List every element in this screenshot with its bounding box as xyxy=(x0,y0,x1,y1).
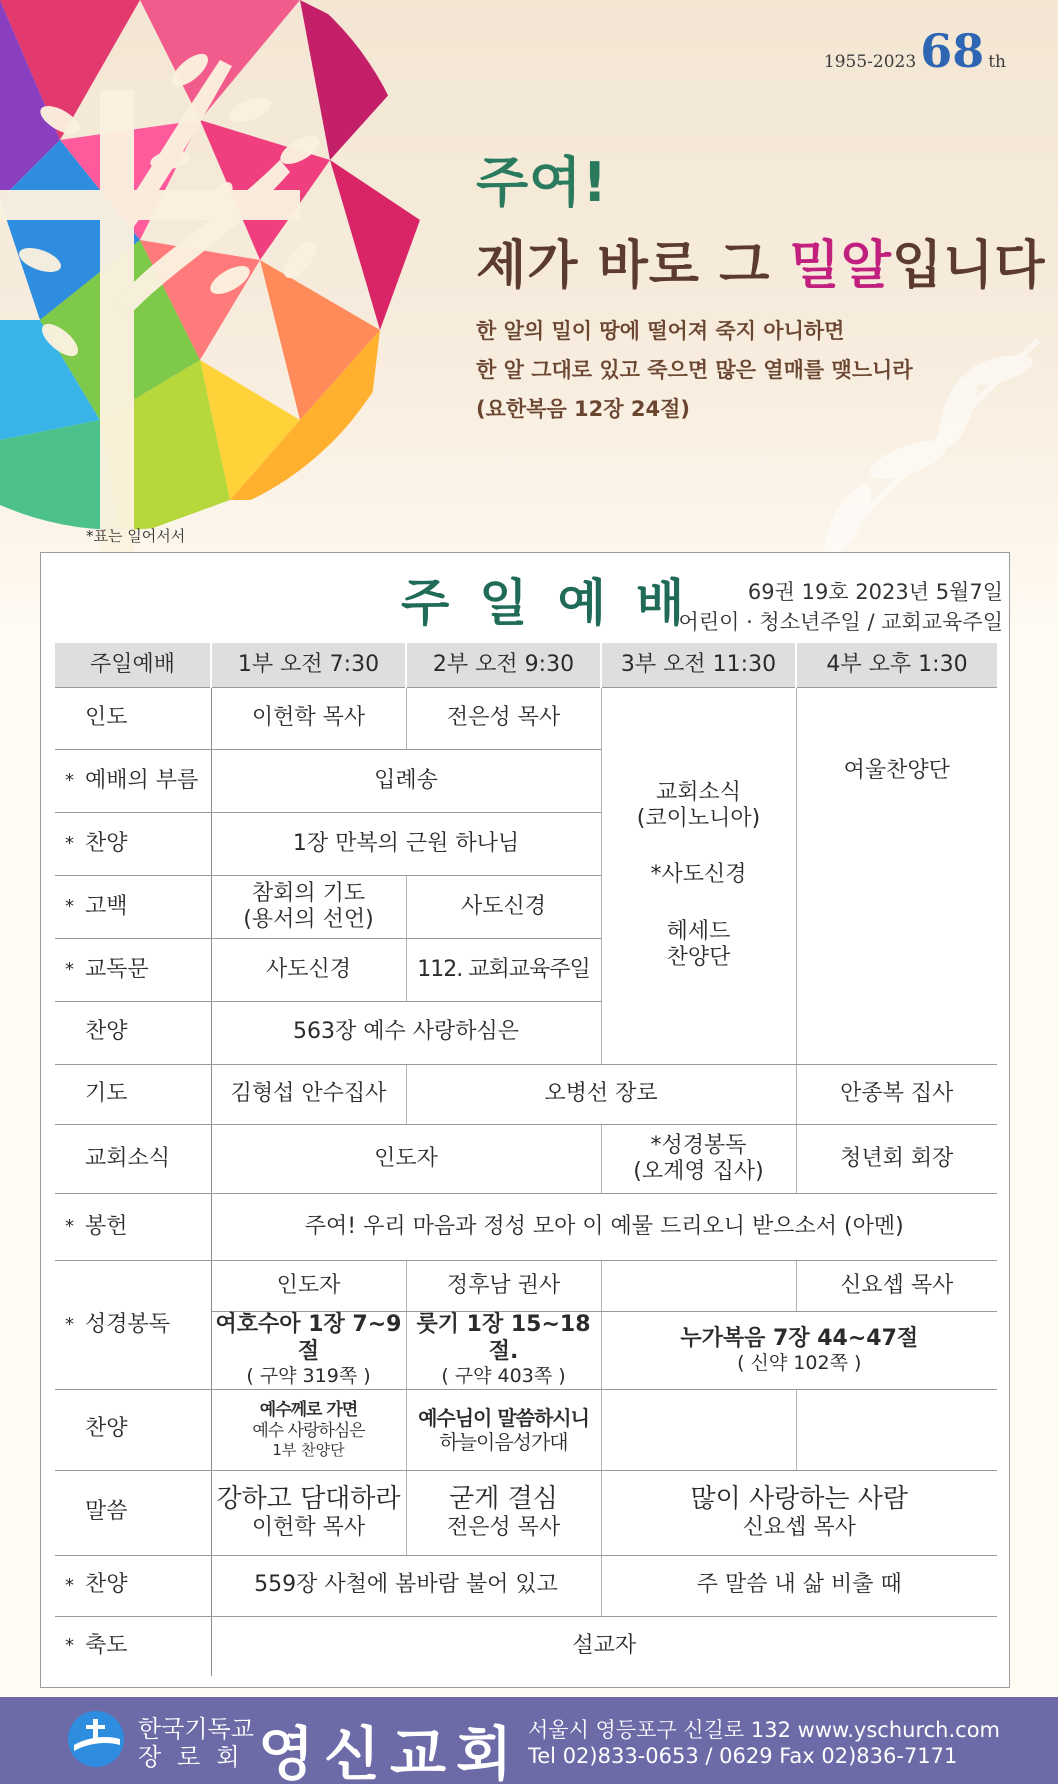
part-3-opening-block xyxy=(601,687,796,1064)
prayer-part-2-3: 오병선 장로 xyxy=(406,1064,796,1125)
news-part-1-2: 인도자 xyxy=(211,1125,601,1194)
tree-cross-illustration xyxy=(0,0,420,560)
label-scripture: * 성경봉독 xyxy=(55,1261,211,1389)
theme-verse xyxy=(476,312,1046,429)
p3-church-news: 교회소식 xyxy=(655,779,741,805)
label-hymn-1: * 찬양 xyxy=(55,813,211,876)
sermon-part-3-4: 많이 사랑하는 사람 신요셉 목사 xyxy=(601,1470,997,1555)
hymn-3-part-4 xyxy=(796,1389,997,1470)
prayer-part-4: 안종복 집사 xyxy=(796,1064,997,1125)
denomination xyxy=(138,1715,256,1771)
occasion-line: 어린이 · 청소년주일 / 교회교육주일 xyxy=(678,610,1003,634)
label-responsive-reading: * 교독문 xyxy=(55,938,211,1001)
anniversary-years: 1955-2023 xyxy=(823,52,917,72)
row-hymn-3 xyxy=(55,1389,997,1470)
theme-line-2 xyxy=(476,223,1046,298)
denomination-line-1: 한국기독교 xyxy=(138,1715,254,1743)
reading-part-2: 112. 교회교육주일 xyxy=(406,938,601,1001)
row-church-news xyxy=(55,1125,997,1194)
label-hymn-3: 찬양 xyxy=(55,1389,211,1470)
p3-koinonia: (코이노니아) xyxy=(636,805,761,831)
issue-line: 69권 19호 2023년 5월7일 xyxy=(747,580,1003,604)
leader-part-2: 전은성 목사 xyxy=(406,687,601,750)
anniversary-badge xyxy=(823,24,1006,78)
issue-info xyxy=(679,577,1003,637)
theme-line-1: 주여! xyxy=(476,151,608,214)
call-to-worship-value: 입례송 xyxy=(211,750,601,813)
table-header-row xyxy=(55,643,997,687)
hymn-3-part-3 xyxy=(601,1389,796,1470)
verse-line-2: 한 알 그대로 있고 죽으면 많은 열매를 맺느니라 xyxy=(476,358,913,382)
hymn-1-value: 1장 만복의 근원 하나님 xyxy=(211,813,601,876)
label-hymn-2: 찬양 xyxy=(55,1001,211,1064)
theme-text xyxy=(476,140,1046,429)
hymn-4-part-1-2: 559장 사철에 봄바람 불어 있고 xyxy=(211,1555,601,1616)
scripture-reader-2: 정후남 권사 xyxy=(406,1261,601,1312)
church-footer xyxy=(0,1697,1058,1784)
label-confession: * 고백 xyxy=(55,876,211,939)
header-service: 주일예배 xyxy=(55,643,211,687)
church-contact xyxy=(528,1717,1000,1769)
theme-line-2-post: 입니다 xyxy=(891,236,1046,296)
header-part-1: 1부 오전 7:30 xyxy=(211,643,406,687)
row-sermon xyxy=(55,1470,997,1555)
church-logo-icon xyxy=(66,1709,126,1769)
label-sermon: 말씀 xyxy=(55,1470,211,1555)
anniversary-number: 68 xyxy=(920,24,985,78)
label-hymn-4: * 찬양 xyxy=(55,1555,211,1616)
news-part-3: *성경봉독 (오계영 집사) xyxy=(601,1125,796,1194)
offering-value: 주여! 우리 마음과 정성 모아 이 예물 드리오니 받으소서 (아멘) xyxy=(211,1194,997,1261)
order-of-worship xyxy=(55,643,997,1676)
part-4-opening-block: 여울찬양단 xyxy=(796,687,997,1064)
p3-hesed: 헤세드 xyxy=(666,918,731,944)
news-part-4: 청년회 회장 xyxy=(796,1125,997,1194)
label-leader: 인도 xyxy=(55,687,211,750)
header-part-4: 4부 오후 1:30 xyxy=(796,643,997,687)
sermon-part-1: 강하고 담대하라 이헌학 목사 xyxy=(211,1470,406,1555)
hymn-3-part-2: 예수님이 말씀하시니 하늘이음성가대 xyxy=(406,1389,601,1470)
scripture-passage-1: 여호수아 1장 7~9절 ( 구약 319쪽 ) xyxy=(211,1311,406,1389)
scripture-reader-3 xyxy=(601,1261,796,1312)
header-part-3: 3부 오전 11:30 xyxy=(601,643,796,687)
confession-part-2: 사도신경 xyxy=(406,876,601,939)
row-leader xyxy=(55,687,997,750)
scripture-reader-4: 신요셉 목사 xyxy=(796,1261,997,1312)
label-offering: * 봉헌 xyxy=(55,1194,211,1261)
church-address: 서울시 영등포구 신길로 132 www.yschurch.com xyxy=(528,1718,1001,1742)
benediction-value: 설교자 xyxy=(572,1633,637,1659)
worship-order-table xyxy=(55,643,997,1676)
prayer-part-1: 김형섭 안수집사 xyxy=(211,1064,406,1125)
anniversary-suffix: th xyxy=(988,52,1006,72)
header-part-2: 2부 오전 9:30 xyxy=(406,643,601,687)
p3-praise-team: 찬양단 xyxy=(666,945,731,971)
hymn-3-part-1: 예수께로 가면 예수 사랑하심은 1부 찬양단 xyxy=(211,1389,406,1470)
hymn-2-value: 563장 예수 사랑하심은 xyxy=(211,1001,601,1064)
scripture-reader-1: 인도자 xyxy=(211,1261,406,1312)
verse-reference: (요한복음 12장 24절) xyxy=(476,397,690,421)
church-phone: Tel 02)833-0653 / 0629 Fax 02)836-7171 xyxy=(528,1744,958,1768)
theme-line-2-pre: 제가 바로 그 xyxy=(476,236,790,296)
row-scripture-readers xyxy=(55,1261,997,1312)
p3-apostles-creed: *사도신경 xyxy=(650,862,747,888)
leader-part-1: 이헌학 목사 xyxy=(211,687,406,750)
row-prayer xyxy=(55,1064,997,1125)
label-benediction: * 축도 xyxy=(55,1616,211,1676)
label-call-to-worship: * 예배의 부름 xyxy=(55,750,211,813)
label-church-news: 교회소식 xyxy=(55,1125,211,1194)
worship-order-box xyxy=(40,552,1010,1688)
verse-line-1: 한 알의 밀이 땅에 떨어져 죽지 아니하면 xyxy=(476,319,845,343)
confession-part-1: 참회의 기도 (용서의 선언) xyxy=(211,876,406,939)
label-prayer: 기도 xyxy=(55,1064,211,1125)
scripture-passage-3-4: 누가복음 7장 44~47절 ( 신약 102쪽 ) xyxy=(601,1311,997,1389)
church-name: 영신교회 xyxy=(258,1720,523,1784)
row-offering xyxy=(55,1194,997,1261)
scripture-passage-2: 룻기 1장 15~18절. ( 구약 403쪽 ) xyxy=(406,1311,601,1389)
reading-part-1: 사도신경 xyxy=(211,938,406,1001)
denomination-line-2: 장로회 xyxy=(138,1743,256,1771)
row-benediction xyxy=(55,1616,997,1676)
stand-note: *표는 일어서서 xyxy=(86,527,186,545)
theme-highlight-word: 밀알 xyxy=(789,236,892,296)
sermon-part-2: 굳게 결심 전은성 목사 xyxy=(406,1470,601,1555)
service-title: 주일예배 xyxy=(401,574,715,632)
row-hymn-4 xyxy=(55,1555,997,1616)
hymn-4-part-3-4: 주 말씀 내 삶 비출 때 xyxy=(601,1555,997,1616)
